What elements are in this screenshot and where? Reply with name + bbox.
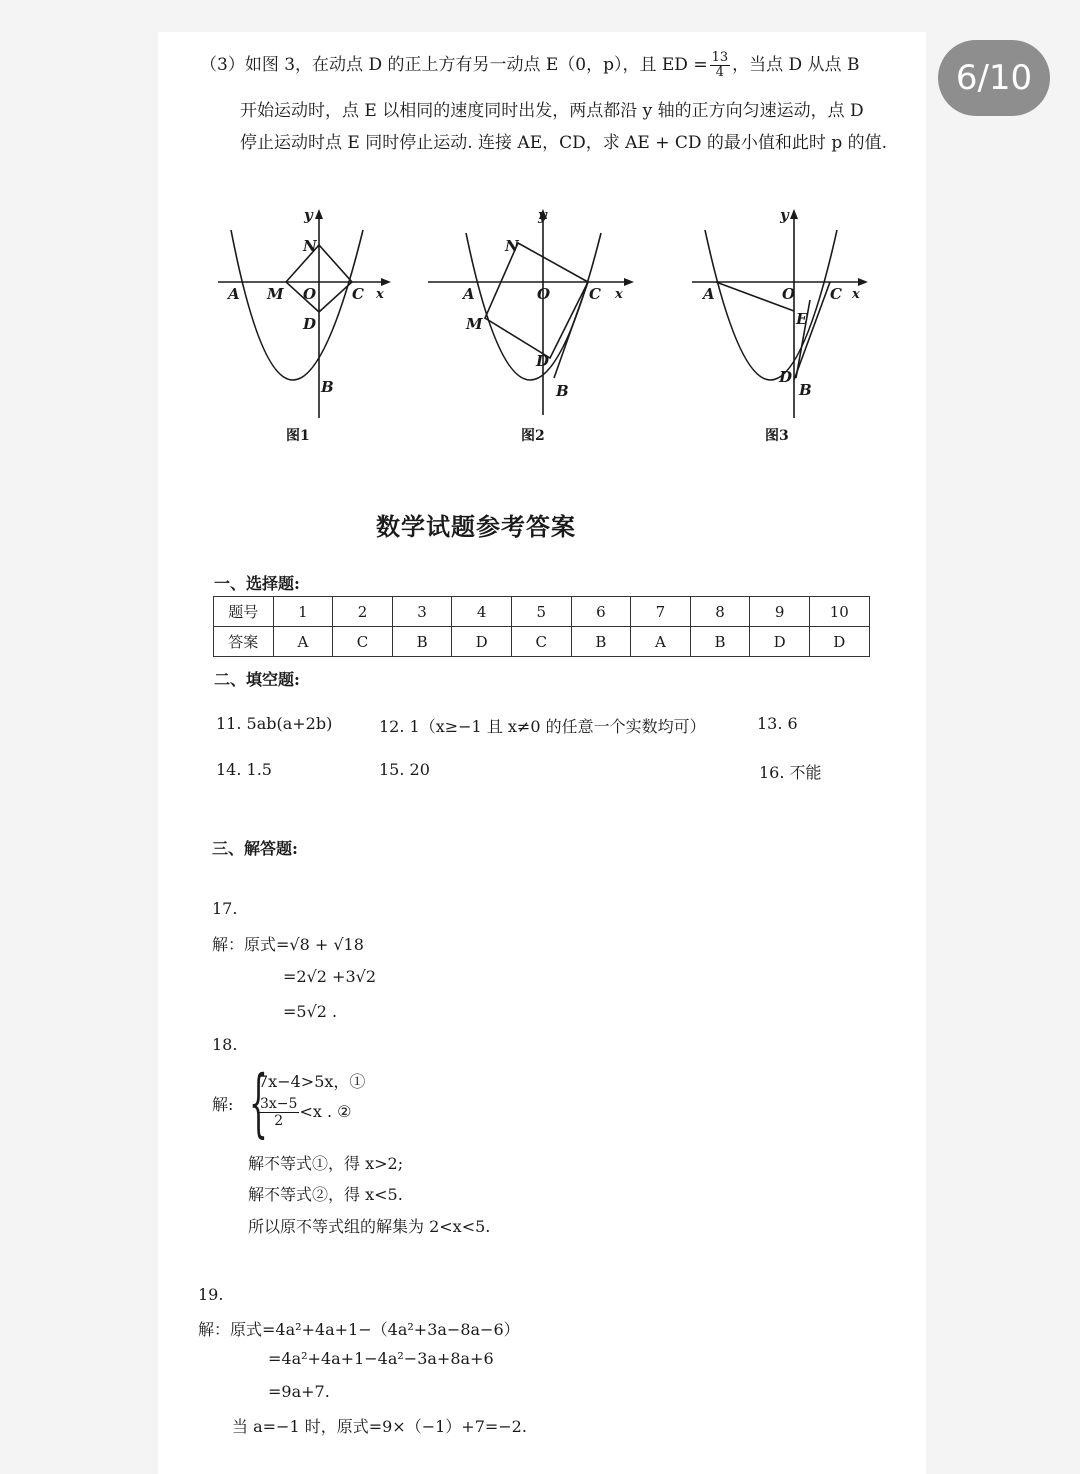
fig2-parabola xyxy=(466,233,601,380)
fig1-caption: 图1 xyxy=(286,428,310,444)
fig1-label-y: y xyxy=(304,206,313,224)
table-cell: 2 xyxy=(333,597,393,627)
fill-answer-11: 11. 5ab(a+2b) xyxy=(216,714,333,733)
q18-inequality-2-rest: <x . ② xyxy=(299,1102,352,1121)
question-line-1a: （3）如图 3，在动点 D 的正上方有另一动点 E（0，p），且 ED = xyxy=(200,55,708,75)
q17-number: 17. xyxy=(212,899,238,918)
q18-number: 18. xyxy=(212,1035,238,1054)
page-counter-badge: 6/10 xyxy=(938,40,1050,116)
fig3-x-arrow xyxy=(858,278,868,286)
system-brace: { xyxy=(249,1060,268,1146)
q18-step-2: 解不等式②，得 x<5. xyxy=(248,1185,403,1204)
section-choice-heading: 一、选择题: xyxy=(214,574,300,593)
q17-step-2: =2√2 +3√2 xyxy=(283,967,377,986)
table-cell: D xyxy=(809,627,869,657)
fig2-label-y: y xyxy=(538,206,547,224)
figures-panel xyxy=(200,200,900,460)
fig3-label-d: D xyxy=(779,368,793,386)
fig1-label-m: M xyxy=(267,285,284,303)
table-cell: 6 xyxy=(571,597,631,627)
table-cell: B xyxy=(690,627,750,657)
fig2-x-arrow xyxy=(624,278,634,286)
q19-step-4: 当 a=−1 时，原式=9×（−1）+7=−2. xyxy=(232,1417,527,1436)
fraction-denominator: 4 xyxy=(715,65,724,80)
fig2-label-b: B xyxy=(556,382,569,400)
table-cell: B xyxy=(392,627,452,657)
table-header-cell: 题号 xyxy=(214,597,274,627)
fig1-label-x: x xyxy=(376,287,384,302)
fig3-parabola xyxy=(705,230,837,380)
fig3-label-e: E xyxy=(796,310,808,328)
fig2-segment-cb xyxy=(554,282,588,378)
fig1-label-c: C xyxy=(352,285,364,303)
fig2-label-m: M xyxy=(466,315,483,333)
q18-fraction xyxy=(258,1096,299,1129)
fig1-label-b: B xyxy=(321,378,334,396)
fill-answer-15: 15. 20 xyxy=(379,760,430,779)
q17-step-3: =5√2 . xyxy=(283,1002,338,1021)
fig1-y-arrow xyxy=(315,209,323,219)
fig3-label-o: O xyxy=(782,285,796,303)
fig3-label-y: y xyxy=(780,206,789,224)
q18-inequality-2 xyxy=(258,1096,351,1129)
q18-fraction-num: 3x−5 xyxy=(260,1096,298,1112)
q18-step-1: 解不等式①，得 x>2; xyxy=(248,1154,404,1173)
table-cell: C xyxy=(333,627,393,657)
q19-number: 19. xyxy=(198,1285,224,1304)
q19-step-3: =9a+7. xyxy=(268,1382,330,1401)
section-fill-heading: 二、填空题: xyxy=(214,670,300,689)
fig2-caption: 图2 xyxy=(521,428,545,444)
table-cell: 4 xyxy=(452,597,512,627)
table-cell: D xyxy=(452,627,512,657)
fig3-caption: 图3 xyxy=(765,428,789,444)
table-cell: 5 xyxy=(511,597,571,627)
fig3-label-x: x xyxy=(852,287,860,302)
fig3-label-b: B xyxy=(799,381,812,399)
fig1-label-n: N xyxy=(303,237,317,255)
table-cell: 9 xyxy=(750,597,810,627)
answers-title: 数学试题参考答案 xyxy=(376,512,576,541)
question-line-1b: ，当点 D 从点 B xyxy=(732,55,860,75)
table-row-answers xyxy=(214,627,870,657)
section-solve-heading: 三、解答题: xyxy=(212,839,298,858)
table-cell: A xyxy=(273,627,333,657)
fig2-label-a: A xyxy=(463,285,475,303)
table-cell: B xyxy=(571,627,631,657)
fig1-label-a: A xyxy=(228,285,240,303)
fig3-label-c: C xyxy=(830,285,842,303)
fig3-segment-cd xyxy=(794,282,830,380)
table-cell: C xyxy=(511,627,571,657)
fig2-label-o: O xyxy=(537,285,551,303)
choice-answer-table xyxy=(213,596,870,657)
fig1-x-arrow xyxy=(381,278,391,286)
fig2-label-d: D xyxy=(536,352,550,370)
fig1-label-d: D xyxy=(303,315,317,333)
fill-answer-13: 13. 6 xyxy=(757,714,798,733)
table-cell: A xyxy=(631,627,691,657)
table-cell: 3 xyxy=(392,597,452,627)
fig3-label-a: A xyxy=(703,285,715,303)
q18-fraction-den: 2 xyxy=(274,1113,284,1129)
fill-answer-12: 12. 1（x≥−1 且 x≠0 的任意一个实数均可） xyxy=(379,717,706,736)
fig3-y-arrow xyxy=(790,209,798,219)
fill-answer-16: 16. 不能 xyxy=(759,763,822,782)
table-row-numbers xyxy=(214,597,870,627)
fig1-parabola xyxy=(231,230,363,380)
fraction-numerator: 13 xyxy=(711,50,729,65)
question-line-2: 开始运动时，点 E 以相同的速度同时出发，两点都沿 y 轴的正方向匀速运动，点 D xyxy=(240,101,864,121)
q19-step-1: 解：原式=4a²+4a+1−（4a²+3a−8a−6） xyxy=(198,1320,520,1339)
question-line-1 xyxy=(200,50,859,80)
table-cell: 7 xyxy=(631,597,691,627)
q18-inequality-1: 7x−4>5x，① xyxy=(258,1072,366,1091)
q19-step-2: =4a²+4a+1−4a²−3a+8a+6 xyxy=(268,1349,494,1368)
table-cell: D xyxy=(750,627,810,657)
fig2-label-c: C xyxy=(589,285,601,303)
fig2-label-n: N xyxy=(505,237,519,255)
question-line-3: 停止运动时点 E 同时停止运动. 连接 AE，CD，求 AE + CD 的最小值和此时 p 的值. xyxy=(240,133,888,153)
table-cell: 10 xyxy=(809,597,869,627)
q17-step-1: 解：原式=√8 + √18 xyxy=(212,935,364,954)
fig2-label-x: x xyxy=(615,287,623,302)
fig1-label-o: O xyxy=(303,285,317,303)
table-header-cell: 答案 xyxy=(214,627,274,657)
q18-step-3: 所以原不等式组的解集为 2<x<5. xyxy=(248,1217,491,1236)
fill-answer-14: 14. 1.5 xyxy=(216,760,272,779)
fraction-13-4 xyxy=(710,51,731,80)
table-cell: 8 xyxy=(690,597,750,627)
q18-jie: 解: xyxy=(212,1095,234,1114)
table-cell: 1 xyxy=(273,597,333,627)
